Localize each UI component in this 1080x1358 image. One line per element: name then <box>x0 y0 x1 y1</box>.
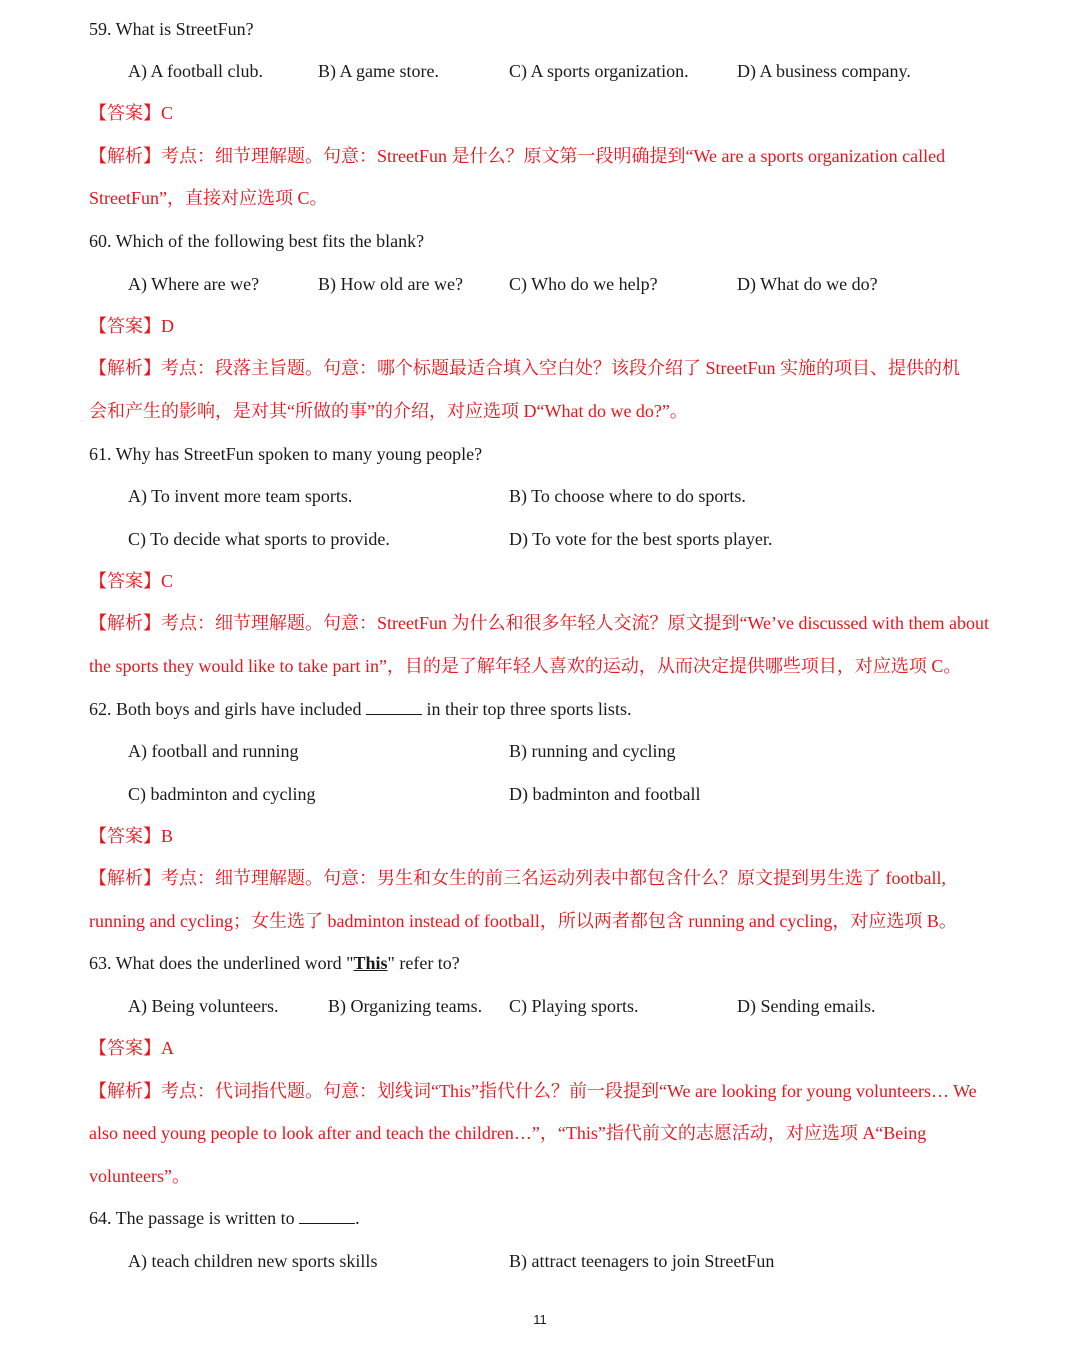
question-60-analysis-line-1: 【解析】考点：段落主旨题。句意：哪个标题最适合填入空白处？该段介绍了 StreetFun 实施的项目、提供的机 <box>89 358 960 378</box>
question-63-stem <box>89 951 460 975</box>
question-63-stem-end: " refer to? <box>387 953 460 973</box>
question-60-option-a: A) Where are we? <box>128 274 260 294</box>
question-64-option-a: A) teach children new sports skills <box>128 1251 378 1271</box>
question-60-analysis-line-2: 会和产生的影响，是对其“所做的事”的介绍，对应选项 D“What do we do?”。 <box>89 401 688 421</box>
question-62-option-c: C) badminton and cycling <box>128 784 316 804</box>
question-61-analysis-line-2: the sports they would like to take part in”，目的是了解年轻人喜欢的运动，从而决定提供哪些项目，对应选项 C。 <box>89 656 962 676</box>
question-59-answer: 【答案】C <box>89 103 174 123</box>
question-63-stem-start: 63. What does the underlined word " <box>89 953 354 973</box>
question-63-option-b: B) Organizing teams. <box>328 996 483 1016</box>
question-62-blank <box>366 698 422 715</box>
question-60-option-d: D) What do we do? <box>737 274 878 294</box>
question-60-stem: 60. Which of the following best fits the blank? <box>89 231 425 251</box>
question-60-option-c: C) Who do we help? <box>509 274 658 294</box>
question-61-option-a: A) To invent more team sports. <box>128 486 353 506</box>
question-62-option-b: B) running and cycling <box>509 741 676 761</box>
question-59-analysis-line-2: StreetFun”，直接对应选项 C。 <box>89 188 328 208</box>
question-64-stem <box>89 1206 360 1230</box>
question-61-analysis-line-1: 【解析】考点：细节理解题。句意：StreetFun 为什么和很多年轻人交流？原文提到“We’ve discussed with them about <box>89 613 989 633</box>
page-number: 11 <box>533 1312 547 1327</box>
question-59-option-c: C) A sports organization. <box>509 61 689 81</box>
question-62-stem-end: in their top three sports lists. <box>421 699 632 719</box>
question-59-stem: 59. What is StreetFun? <box>89 19 254 39</box>
question-64-blank <box>299 1207 355 1224</box>
question-61-option-d: D) To vote for the best sports player. <box>509 529 773 549</box>
question-62-analysis-line-1: 【解析】考点：细节理解题。句意：男生和女生的前三名运动列表中都包含什么？原文提到男生选了 football, <box>89 868 946 888</box>
question-62-option-a: A) football and running <box>128 741 299 761</box>
question-61-stem: 61. Why has StreetFun spoken to many young people? <box>89 444 483 464</box>
question-63-option-d: D) Sending emails. <box>737 996 876 1016</box>
question-61-answer: 【答案】C <box>89 571 174 591</box>
question-63-option-a: A) Being volunteers. <box>128 996 279 1016</box>
question-63-analysis-line-2: also need young people to look after and teach the children…”，“This”指代前文的志愿活动，对应选项 A“Being <box>89 1123 927 1143</box>
question-59-option-b: B) A game store. <box>318 61 439 81</box>
question-59-option-d: D) A business company. <box>737 61 911 81</box>
question-60-option-b: B) How old are we? <box>318 274 463 294</box>
question-63-answer: 【答案】A <box>89 1038 174 1058</box>
question-60-answer: 【答案】D <box>89 316 174 336</box>
question-62-stem <box>89 697 631 721</box>
question-64-option-b: B) attract teenagers to join StreetFun <box>509 1251 775 1271</box>
question-63-option-c: C) Playing sports. <box>509 996 639 1016</box>
question-62-analysis-line-2: running and cycling；女生选了 badminton instead of football，所以两者都包含 running and cycling，对应选项 B。 <box>89 911 957 931</box>
question-59-option-a: A) A football club. <box>128 61 263 81</box>
question-63-analysis-line-3: volunteers”。 <box>89 1166 190 1186</box>
question-64-stem-start: 64. The passage is written to <box>89 1208 300 1228</box>
question-62-stem-start: 62. Both boys and girls have included <box>89 699 366 719</box>
question-63-underlined-word: This <box>353 953 388 973</box>
question-62-answer: 【答案】B <box>89 826 174 846</box>
question-61-option-c: C) To decide what sports to provide. <box>128 529 390 549</box>
question-59-analysis-line-1: 【解析】考点：细节理解题。句意：StreetFun 是什么？原文第一段明确提到“We are a sports organization called <box>89 146 946 166</box>
question-64-stem-end: . <box>355 1208 360 1228</box>
question-61-option-b: B) To choose where to do sports. <box>509 486 746 506</box>
question-63-analysis-line-1: 【解析】考点：代词指代题。句意：划线词“This”指代什么？前一段提到“We are looking for young volunteers… We <box>89 1081 977 1101</box>
question-62-option-d: D) badminton and football <box>509 784 701 804</box>
